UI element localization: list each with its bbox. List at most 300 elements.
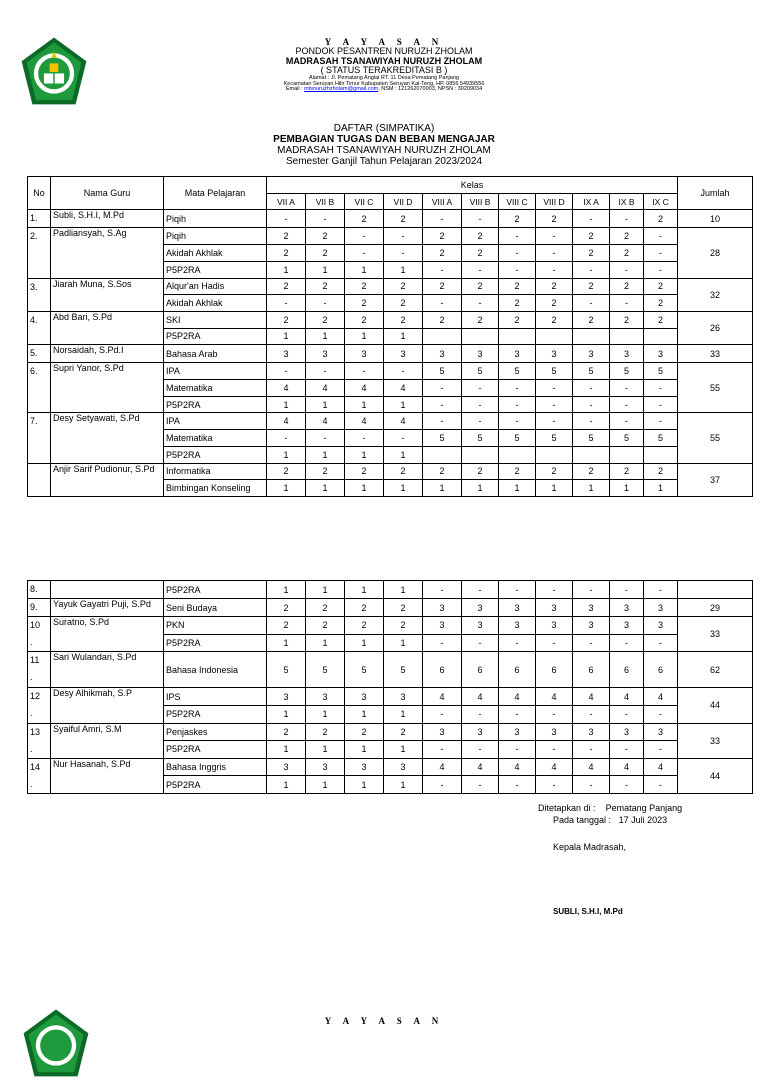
set-place: Pematang Panjang bbox=[605, 803, 683, 813]
hours-cell: - bbox=[536, 380, 573, 397]
hours-cell: 1 bbox=[267, 261, 306, 278]
hours-cell: - bbox=[610, 261, 644, 278]
hours-cell: 4 bbox=[267, 413, 306, 430]
hours-cell: 1 bbox=[306, 446, 345, 463]
table-row bbox=[28, 688, 753, 706]
total-hours: 33 bbox=[678, 723, 753, 758]
title-line-4: Semester Ganjil Tahun Pelajaran 2023/2024 bbox=[285, 156, 483, 167]
subject-name: Bahasa Inggris bbox=[164, 758, 267, 776]
hours-cell: 2 bbox=[384, 599, 423, 617]
email-link[interactable]: mtsnuruzhzholam@gmail.com bbox=[304, 86, 379, 93]
hours-cell: 2 bbox=[345, 311, 384, 328]
hours-cell: 2 bbox=[536, 311, 573, 328]
hours-cell: - bbox=[345, 228, 384, 245]
hours-cell: 1 bbox=[536, 480, 573, 497]
hours-cell: 2 bbox=[644, 295, 678, 312]
hours-cell: 3 bbox=[306, 345, 345, 363]
teacher-name: Desy Alhikmah, S.P bbox=[51, 688, 164, 723]
hours-cell: 2 bbox=[267, 228, 306, 245]
hours-cell: - bbox=[384, 245, 423, 262]
subject-name: Piqih bbox=[164, 210, 267, 228]
hours-cell: - bbox=[306, 363, 345, 380]
subject-name: Matematika bbox=[164, 380, 267, 397]
hours-cell: - bbox=[536, 228, 573, 245]
hours-cell: 3 bbox=[384, 758, 423, 776]
subject-name: P5P2RA bbox=[164, 741, 267, 759]
hours-cell: - bbox=[644, 396, 678, 413]
hours-cell: - bbox=[462, 295, 499, 312]
header-kelas: Kelas bbox=[267, 177, 678, 194]
table-row bbox=[28, 278, 753, 295]
email-label: Email : bbox=[285, 86, 303, 93]
hours-cell: 2 bbox=[423, 245, 462, 262]
hours-cell: 2 bbox=[306, 599, 345, 617]
header-class-8: IX A bbox=[573, 193, 610, 210]
total-hours: 44 bbox=[678, 688, 753, 723]
hours-cell: 1 bbox=[267, 396, 306, 413]
total-hours: 32 bbox=[678, 278, 753, 311]
hours-cell: 2 bbox=[267, 278, 306, 295]
hours-cell: 2 bbox=[267, 723, 306, 741]
total-hours: 10 bbox=[678, 210, 753, 228]
table-row bbox=[28, 345, 753, 363]
hours-cell: 1 bbox=[267, 328, 306, 345]
hours-cell: 6 bbox=[462, 652, 499, 688]
hours-cell: - bbox=[536, 634, 573, 652]
hours-cell: - bbox=[610, 705, 644, 723]
hours-cell bbox=[499, 328, 536, 345]
hours-cell: - bbox=[536, 776, 573, 794]
total-hours: 28 bbox=[678, 228, 753, 278]
hours-cell: - bbox=[423, 634, 462, 652]
hours-cell: 1 bbox=[462, 480, 499, 497]
hours-cell: 4 bbox=[573, 688, 610, 706]
header-class-1: VII B bbox=[306, 193, 345, 210]
hours-cell: 3 bbox=[536, 599, 573, 617]
subject-name: P5P2RA bbox=[164, 446, 267, 463]
hours-cell: 3 bbox=[462, 723, 499, 741]
hours-cell: 5 bbox=[644, 430, 678, 447]
hours-cell: 1 bbox=[345, 261, 384, 278]
hours-cell: 2 bbox=[573, 278, 610, 295]
hours-cell: 5 bbox=[462, 430, 499, 447]
hours-cell: 5 bbox=[306, 652, 345, 688]
hours-cell: 3 bbox=[644, 617, 678, 635]
next-foundation-label: Y A Y A S A N bbox=[324, 1016, 444, 1026]
table-row bbox=[28, 363, 753, 380]
hours-cell bbox=[644, 328, 678, 345]
total-hours: 37 bbox=[678, 463, 753, 496]
hours-cell: 1 bbox=[306, 328, 345, 345]
hours-cell: - bbox=[536, 413, 573, 430]
hours-cell: - bbox=[610, 396, 644, 413]
table-row bbox=[28, 311, 753, 328]
hours-cell: - bbox=[610, 776, 644, 794]
hours-cell: 4 bbox=[267, 380, 306, 397]
hours-cell: - bbox=[384, 430, 423, 447]
hours-cell bbox=[536, 328, 573, 345]
teacher-name: Syaiful Amri, S.M bbox=[51, 723, 164, 758]
hours-cell: 1 bbox=[345, 776, 384, 794]
subject-name: Penjaskes bbox=[164, 723, 267, 741]
hours-cell: 1 bbox=[345, 396, 384, 413]
hours-cell: 1 bbox=[306, 705, 345, 723]
hours-cell: - bbox=[384, 363, 423, 380]
hours-cell: 1 bbox=[423, 480, 462, 497]
row-number bbox=[28, 463, 51, 496]
subject-name: P5P2RA bbox=[164, 776, 267, 794]
hours-cell: 2 bbox=[499, 311, 536, 328]
hours-cell: 2 bbox=[267, 311, 306, 328]
hours-cell: 5 bbox=[423, 430, 462, 447]
hours-cell: 2 bbox=[306, 278, 345, 295]
hours-cell: 1 bbox=[306, 396, 345, 413]
hours-cell: 3 bbox=[462, 345, 499, 363]
letterhead bbox=[0, 38, 768, 93]
hours-cell: 1 bbox=[306, 261, 345, 278]
row-number: 6. bbox=[28, 363, 51, 413]
hours-cell bbox=[499, 446, 536, 463]
hours-cell bbox=[573, 446, 610, 463]
subject-name: IPA bbox=[164, 413, 267, 430]
row-number: 11 . bbox=[28, 652, 51, 688]
hours-cell: - bbox=[610, 295, 644, 312]
hours-cell bbox=[423, 328, 462, 345]
hours-cell: 4 bbox=[462, 758, 499, 776]
hours-cell: 1 bbox=[345, 634, 384, 652]
hours-cell: 2 bbox=[384, 311, 423, 328]
set-date-label: Pada tanggal : bbox=[553, 815, 612, 825]
hours-cell: 2 bbox=[610, 228, 644, 245]
hours-cell: 4 bbox=[536, 758, 573, 776]
hours-cell: 1 bbox=[267, 634, 306, 652]
hours-cell: 1 bbox=[384, 634, 423, 652]
hours-cell: 4 bbox=[644, 688, 678, 706]
hours-cell: - bbox=[462, 210, 499, 228]
hours-cell: 2 bbox=[345, 723, 384, 741]
hours-cell: 2 bbox=[306, 245, 345, 262]
hours-cell: 2 bbox=[644, 311, 678, 328]
hours-cell: 2 bbox=[345, 210, 384, 228]
hours-cell: 1 bbox=[345, 328, 384, 345]
title-line-3: MADRASAH TSANAWIYAH NURUZH ZHOLAM bbox=[277, 145, 491, 156]
hours-cell: 5 bbox=[610, 430, 644, 447]
hours-cell: 1 bbox=[384, 705, 423, 723]
foundation-label: Y A Y A S A N bbox=[324, 37, 444, 47]
hours-cell: - bbox=[462, 396, 499, 413]
hours-cell: - bbox=[610, 380, 644, 397]
hours-cell: 1 bbox=[384, 776, 423, 794]
hours-cell: 2 bbox=[384, 278, 423, 295]
table-row bbox=[28, 581, 753, 599]
hours-cell: 2 bbox=[499, 278, 536, 295]
hours-cell: 1 bbox=[306, 581, 345, 599]
address-line-1: Alamat : Jl. Pematang Anglai RT. 11 Desa Pematang Panjang bbox=[309, 74, 459, 81]
hours-cell: - bbox=[536, 705, 573, 723]
hours-cell: - bbox=[536, 581, 573, 599]
hours-cell: 4 bbox=[423, 758, 462, 776]
hours-cell: - bbox=[536, 396, 573, 413]
hours-cell: 5 bbox=[644, 363, 678, 380]
hours-cell: 4 bbox=[610, 688, 644, 706]
hours-cell: 1 bbox=[384, 446, 423, 463]
teacher-name: Subli, S.H.I, M.Pd bbox=[51, 210, 164, 228]
hours-cell: 5 bbox=[462, 363, 499, 380]
hours-cell: - bbox=[573, 396, 610, 413]
total-hours: 33 bbox=[678, 617, 753, 652]
madrasah-name: MADRASAH TSANAWIYAH NURUZH ZHOLAM bbox=[285, 55, 483, 66]
hours-cell: 6 bbox=[644, 652, 678, 688]
assignment-table-page-1 bbox=[27, 176, 753, 497]
hours-cell: 2 bbox=[306, 228, 345, 245]
total-hours: 26 bbox=[678, 311, 753, 344]
hours-cell: 2 bbox=[384, 463, 423, 480]
hours-cell: 3 bbox=[536, 345, 573, 363]
hours-cell: 5 bbox=[610, 363, 644, 380]
hours-cell: - bbox=[423, 261, 462, 278]
hours-cell: 3 bbox=[573, 345, 610, 363]
hours-cell: - bbox=[423, 741, 462, 759]
hours-cell: 4 bbox=[306, 380, 345, 397]
subject-name: Bahasa Arab bbox=[164, 345, 267, 363]
hours-cell: 4 bbox=[462, 688, 499, 706]
hours-cell: 2 bbox=[306, 723, 345, 741]
school-ids: , NSM : 121262070003, NPSN : 30209034 bbox=[378, 86, 483, 93]
hours-cell: - bbox=[345, 363, 384, 380]
hours-cell: 2 bbox=[384, 295, 423, 312]
hours-cell: - bbox=[462, 741, 499, 759]
hours-cell: 5 bbox=[499, 363, 536, 380]
hours-cell: - bbox=[573, 634, 610, 652]
table-row bbox=[28, 758, 753, 776]
hours-cell: 3 bbox=[644, 345, 678, 363]
hours-cell: - bbox=[644, 228, 678, 245]
hours-cell: 2 bbox=[423, 278, 462, 295]
header-class-7: VIII D bbox=[536, 193, 573, 210]
hours-cell: 1 bbox=[267, 776, 306, 794]
subject-name: P5P2RA bbox=[164, 396, 267, 413]
hours-cell: 2 bbox=[536, 295, 573, 312]
hours-cell: 4 bbox=[499, 758, 536, 776]
hours-cell: 3 bbox=[345, 345, 384, 363]
header-class-10: IX C bbox=[644, 193, 678, 210]
hours-cell: - bbox=[573, 380, 610, 397]
hours-cell: 2 bbox=[384, 210, 423, 228]
signer-role: Kepala Madrasah, bbox=[553, 842, 627, 852]
hours-cell: 2 bbox=[499, 295, 536, 312]
hours-cell: - bbox=[462, 581, 499, 599]
table-row bbox=[28, 652, 753, 688]
hours-cell: 2 bbox=[536, 463, 573, 480]
teacher-name: Suratno, S.Pd bbox=[51, 617, 164, 652]
header-class-4: VIII A bbox=[423, 193, 462, 210]
subject-name: Informatika bbox=[164, 463, 267, 480]
hours-cell: 1 bbox=[267, 705, 306, 723]
hours-cell: 2 bbox=[423, 463, 462, 480]
hours-cell: 2 bbox=[462, 463, 499, 480]
hours-cell: - bbox=[306, 210, 345, 228]
assignment-table-page-2 bbox=[27, 580, 753, 794]
hours-cell: - bbox=[423, 581, 462, 599]
hours-cell: - bbox=[462, 413, 499, 430]
subject-name: Bahasa Indonesia bbox=[164, 652, 267, 688]
hours-cell: - bbox=[536, 741, 573, 759]
teacher-name: Padliansyah, S.Ag bbox=[51, 228, 164, 278]
hours-cell: 2 bbox=[267, 463, 306, 480]
hours-cell: 2 bbox=[345, 617, 384, 635]
header-class-6: VIII C bbox=[499, 193, 536, 210]
hours-cell: 1 bbox=[306, 776, 345, 794]
teacher-name: Norsaidah, S.Pd.I bbox=[51, 345, 164, 363]
hours-cell: 3 bbox=[573, 723, 610, 741]
hours-cell: - bbox=[462, 705, 499, 723]
hours-cell: 4 bbox=[536, 688, 573, 706]
hours-cell: 4 bbox=[345, 413, 384, 430]
teacher-name: Sari Wulandari, S.Pd bbox=[51, 652, 164, 688]
hours-cell: - bbox=[499, 380, 536, 397]
row-number: 4. bbox=[28, 311, 51, 344]
hours-cell: - bbox=[384, 228, 423, 245]
hours-cell: 2 bbox=[306, 617, 345, 635]
subject-name: IPS bbox=[164, 688, 267, 706]
header-subject: Mata Pelajaran bbox=[164, 177, 267, 210]
hours-cell: - bbox=[499, 413, 536, 430]
hours-cell: 1 bbox=[499, 480, 536, 497]
hours-cell: 3 bbox=[573, 617, 610, 635]
hours-cell: 3 bbox=[536, 617, 573, 635]
hours-cell: 1 bbox=[306, 634, 345, 652]
hours-cell: 3 bbox=[499, 599, 536, 617]
hours-cell: 2 bbox=[610, 245, 644, 262]
hours-cell: 2 bbox=[267, 599, 306, 617]
hours-cell: - bbox=[267, 210, 306, 228]
hours-cell: 2 bbox=[306, 463, 345, 480]
hours-cell: 4 bbox=[384, 380, 423, 397]
total-hours: 33 bbox=[678, 345, 753, 363]
row-number: 5. bbox=[28, 345, 51, 363]
hours-cell: 1 bbox=[306, 741, 345, 759]
hours-cell: - bbox=[610, 210, 644, 228]
set-place-line bbox=[538, 803, 682, 813]
hours-cell: 2 bbox=[462, 311, 499, 328]
hours-cell: - bbox=[610, 413, 644, 430]
hours-cell: 2 bbox=[462, 228, 499, 245]
hours-cell: - bbox=[267, 363, 306, 380]
hours-cell bbox=[610, 446, 644, 463]
hours-cell: 3 bbox=[267, 688, 306, 706]
hours-cell: - bbox=[499, 705, 536, 723]
hours-cell: - bbox=[573, 210, 610, 228]
document-title bbox=[0, 123, 768, 167]
hours-cell: 2 bbox=[573, 228, 610, 245]
hours-cell: 2 bbox=[644, 210, 678, 228]
hours-cell: 3 bbox=[610, 345, 644, 363]
hours-cell: 3 bbox=[610, 599, 644, 617]
hours-cell: 3 bbox=[499, 723, 536, 741]
teacher-name: Jiarah Muna, S.Sos bbox=[51, 278, 164, 311]
hours-cell: - bbox=[499, 776, 536, 794]
hours-cell: - bbox=[573, 741, 610, 759]
hours-cell: - bbox=[462, 380, 499, 397]
hours-cell: 2 bbox=[499, 463, 536, 480]
subject-name: Bimbingan Konseling bbox=[164, 480, 267, 497]
hours-cell: 6 bbox=[423, 652, 462, 688]
hours-cell: 3 bbox=[267, 758, 306, 776]
table-row bbox=[28, 210, 753, 228]
header-class-0: VII A bbox=[267, 193, 306, 210]
hours-cell: - bbox=[644, 380, 678, 397]
hours-cell: - bbox=[644, 634, 678, 652]
header-class-2: VII C bbox=[345, 193, 384, 210]
hours-cell: 2 bbox=[345, 278, 384, 295]
hours-cell: - bbox=[462, 261, 499, 278]
contact-line bbox=[0, 87, 768, 93]
hours-cell: 2 bbox=[423, 228, 462, 245]
hours-cell: 1 bbox=[384, 396, 423, 413]
row-number: 8. bbox=[28, 581, 51, 599]
hours-cell: 1 bbox=[644, 480, 678, 497]
signer-name: SUBLI, S.H.I, M.Pd bbox=[553, 907, 623, 916]
hours-cell bbox=[462, 328, 499, 345]
teacher-name: Yayuk Gayatri Puji, S.Pd bbox=[51, 599, 164, 617]
hours-cell: - bbox=[573, 261, 610, 278]
hours-cell: 1 bbox=[345, 741, 384, 759]
row-number: 1. bbox=[28, 210, 51, 228]
header-class-9: IX B bbox=[610, 193, 644, 210]
hours-cell: 3 bbox=[267, 345, 306, 363]
hours-cell: - bbox=[306, 295, 345, 312]
hours-cell bbox=[573, 328, 610, 345]
hours-cell: 1 bbox=[610, 480, 644, 497]
teacher-name: Anjir Sarif Pudionur, S.Pd bbox=[51, 463, 164, 496]
hours-cell: - bbox=[573, 295, 610, 312]
hours-cell: 4 bbox=[573, 758, 610, 776]
hours-cell: - bbox=[462, 776, 499, 794]
total-hours: 29 bbox=[678, 599, 753, 617]
hours-cell: 6 bbox=[499, 652, 536, 688]
hours-cell: 3 bbox=[644, 723, 678, 741]
hours-cell bbox=[536, 446, 573, 463]
hours-cell: 5 bbox=[384, 652, 423, 688]
subject-name: PKN bbox=[164, 617, 267, 635]
hours-cell: 1 bbox=[573, 480, 610, 497]
hours-cell: 1 bbox=[384, 328, 423, 345]
hours-cell: - bbox=[573, 776, 610, 794]
hours-cell: 3 bbox=[345, 758, 384, 776]
hours-cell: 1 bbox=[267, 741, 306, 759]
hours-cell: 2 bbox=[499, 210, 536, 228]
hours-cell: - bbox=[423, 380, 462, 397]
subject-name: Alqur'an Hadis bbox=[164, 278, 267, 295]
hours-cell: - bbox=[345, 430, 384, 447]
teacher-name bbox=[51, 581, 164, 599]
hours-cell: - bbox=[499, 261, 536, 278]
hours-cell: - bbox=[644, 581, 678, 599]
hours-cell: - bbox=[423, 776, 462, 794]
hours-cell: 3 bbox=[462, 617, 499, 635]
total-hours bbox=[678, 581, 753, 599]
subject-name: Akidah Akhlak bbox=[164, 295, 267, 312]
hours-cell: - bbox=[423, 396, 462, 413]
hours-cell: - bbox=[499, 634, 536, 652]
hours-cell: 3 bbox=[306, 758, 345, 776]
hours-cell: - bbox=[610, 581, 644, 599]
set-place-label: Ditetapkan di : bbox=[538, 803, 596, 813]
hours-cell: 1 bbox=[384, 581, 423, 599]
hours-cell: - bbox=[499, 245, 536, 262]
hours-cell: - bbox=[267, 430, 306, 447]
hours-cell: 6 bbox=[536, 652, 573, 688]
